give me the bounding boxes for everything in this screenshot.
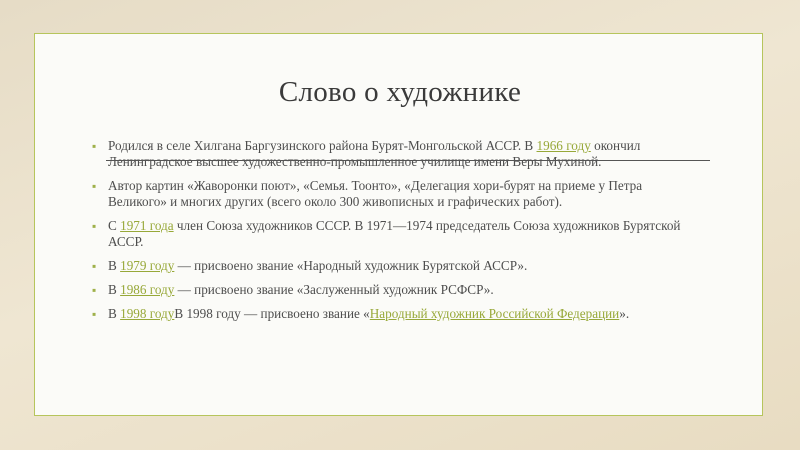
bullet-text (108, 258, 527, 273)
bullet-text-run: — присвоено звание «Народный художник Бурятской АССР». (174, 258, 528, 273)
slide-title: Слово о художнике (278, 76, 522, 108)
bullet-item (92, 138, 692, 170)
bullet-text-run: — присвоено звание «Заслуженный художник РСФСР». (174, 282, 494, 297)
bullet-list (92, 138, 692, 330)
bullet-text (108, 218, 680, 249)
bullet-text (108, 178, 642, 209)
square-bullet-icon: ▪ (92, 283, 97, 297)
square-bullet-icon: ▪ (92, 139, 97, 153)
bullet-text-run: член Союза художников СССР. В 1971—1974 председатель Союза художников Бурятской АССР. (108, 218, 681, 249)
square-bullet-icon: ▪ (92, 307, 97, 321)
bullet-text-run: В (108, 258, 121, 273)
bullet-text (108, 306, 629, 321)
year-link[interactable]: 1979 году (120, 258, 175, 273)
bullet-text-run: ». (619, 306, 630, 321)
bullet-text-run: окончил Ленинградское высшее художественно-промышленное училище имени Веры Мухиной. (108, 138, 641, 169)
year-link[interactable]: 1971 года (120, 218, 174, 233)
bullet-text (108, 138, 640, 169)
square-bullet-icon: ▪ (92, 179, 97, 193)
year-link[interactable]: Народный художник Российской Федерации (369, 306, 620, 321)
bullet-item (92, 306, 692, 322)
bullet-text-run: В (108, 306, 121, 321)
square-bullet-icon: ▪ (92, 219, 97, 233)
bullet-text-run: Автор картин «Жаворонки поют», «Семья. Тоонто», «Делегация хори-бурят на приеме у Петра Великого» и многих других (всего около 300 живописных и графических работ). (108, 178, 643, 209)
bullet-text-run: В (108, 282, 121, 297)
year-link[interactable]: 1966 году (536, 138, 591, 153)
bullet-text-run: С (108, 218, 121, 233)
bullet-item (92, 258, 692, 274)
strike-line (106, 160, 710, 161)
bullet-item (92, 282, 692, 298)
bullet-text (108, 282, 494, 297)
bullet-item (92, 218, 692, 250)
bullet-item (92, 178, 692, 210)
year-link[interactable]: 1998 году (120, 306, 175, 321)
square-bullet-icon: ▪ (92, 259, 97, 273)
bullet-text-run: Родился в селе Хилгана Баргузинского района Бурят-Монгольской АССР. В (108, 138, 537, 153)
year-link[interactable]: 1986 году (120, 282, 175, 297)
bullet-text-run: В 1998 году — присвоено звание « (174, 306, 370, 321)
